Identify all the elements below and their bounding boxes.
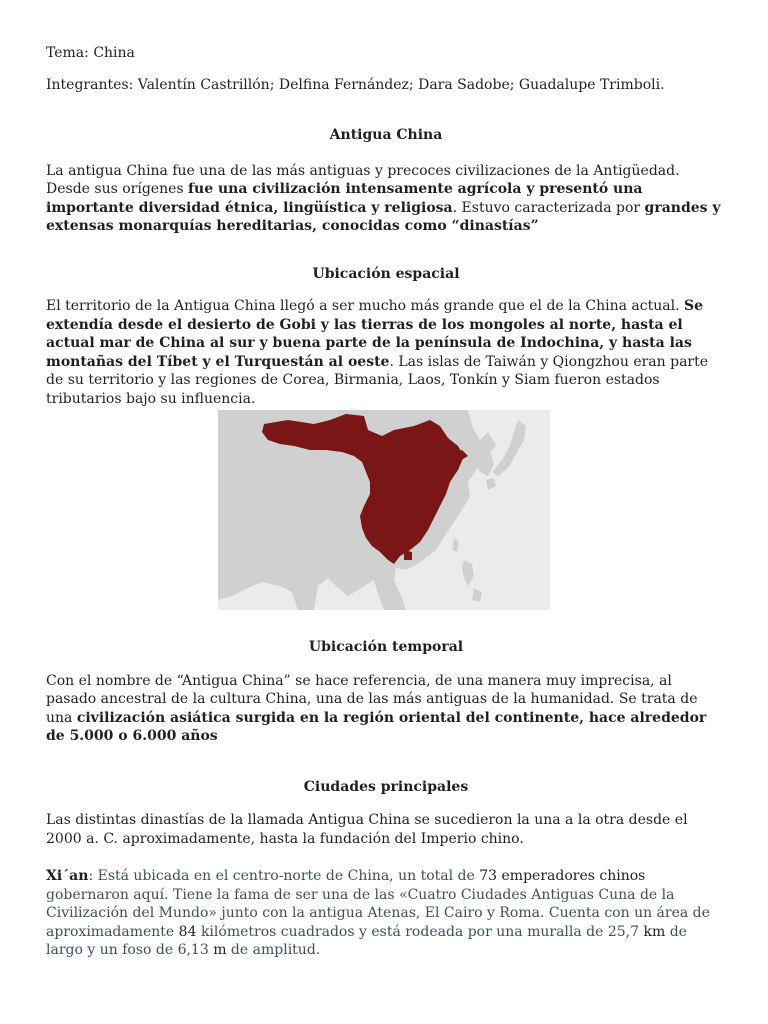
antigua-bold-1: fue una civilización intensamente agrícola y presentó una importante diversidad étnica, lingüística y religiosa: [46, 181, 643, 216]
xian-84: 84: [178, 923, 197, 940]
xian-text-4: kilómetros cuadrados y está rodeada por una muralla de 25,7: [196, 923, 644, 940]
xian-text-5: de largo y un foso de 6,13: [46, 923, 687, 958]
document-page: [46, 44, 726, 408]
xian-m: m: [213, 942, 227, 958]
paragraph-ubicacion-temporal: [46, 672, 726, 746]
xian-emperadores: emperadores chinos: [497, 868, 646, 884]
antigua-text-1: La antigua China fue una de las más antiguas y precoces civilizaciones de la Antigüedad. Desde sus orígenes: [46, 162, 680, 197]
paragraph-ciudades: Las distintas dinastías de la llamada Antigua China se sucedieron la una a la otra desde el 2000 a. C. aproximadamente, hasta la fundación del Imperio chino.: [46, 812, 688, 847]
antigua-bold-2: grandes y extensas monarquías hereditarias, conocidas como “dinastías”: [46, 199, 721, 234]
heading-ubicacion-espacial: Ubicación espacial: [312, 265, 460, 282]
paragraph-xian: [46, 867, 726, 960]
ancient-china-map: [218, 410, 550, 610]
heading-antigua-china: Antigua China: [329, 127, 443, 143]
heading-ubicacion-temporal: Ubicación temporal: [308, 639, 464, 655]
paragraph-ubicacion-espacial: [46, 297, 726, 408]
espacial-bold-1: Se extendía desde el desierto de Gobi y las tierras de los mongoles al norte, hasta el actual mar de China al sur y buena parte de la península de Indochina, y hasta las montañas del Tíbet y el Turquestán al oeste: [46, 298, 704, 370]
xian-km: km: [643, 923, 666, 940]
xian-text-6: de amplitud.: [226, 942, 321, 958]
temporal-text-1: Con el nombre de “Antigua China” se hace referencia, de una manera muy imprecisa, al pasado ancestral de la cultura China, una de las más antiguas de la humanidad. Se trata de una: [46, 672, 698, 726]
espacial-text-2: . Las islas de Taiwán y Qiongzhou eran parte de su territorio y las regiones de Corea, Birmania, Laos, Tonkín y Siam fueron estados tributarios bajo su influencia.: [46, 353, 709, 407]
heading-ciudades-principales: Ciudades principales: [303, 778, 469, 795]
xian-text-3: gobernaron aquí. Tiene la fama de ser una de las «Cuatro Ciudades Antiguas Cuna de la Civilización del Mundo» junto con la antigua Atenas, El Cairo y Roma. Cuenta con un área de aproximadamente: [46, 886, 710, 940]
tema-line: Tema: China: [46, 45, 135, 61]
xian-73: 73: [479, 868, 498, 884]
espacial-text-1: El territorio de la Antigua China llegó a ser mucho más grande que el de la China actual.: [46, 298, 684, 314]
antigua-text-2: . Estuvo caracterizada por: [452, 199, 645, 216]
paragraph-antigua-china: [46, 162, 726, 236]
xian-text-1: : Está ubicada en el centro-norte de China, un total de: [88, 868, 480, 884]
document-page-lower: [46, 638, 726, 960]
integrantes-line: Integrantes: Valentín Castrillón; Delfina Fernández; Dara Sadobe; Guadalupe Trimboli.: [46, 76, 665, 93]
xian-name: Xi´an: [46, 868, 89, 884]
temporal-bold-1: civilización asiática surgida en la región oriental del continente, hace alrededor de 5.000 o 6.000 años: [46, 709, 707, 744]
